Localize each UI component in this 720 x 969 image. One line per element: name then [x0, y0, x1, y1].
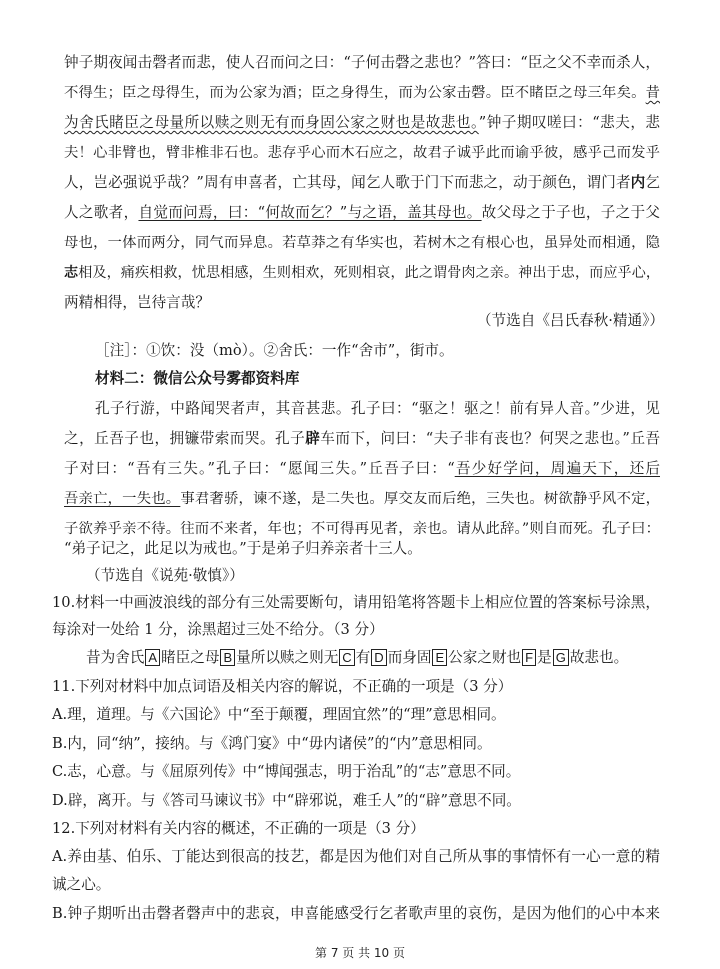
text: 钟子期夜闻击磬者而悲，使人召而问之曰：“子何击磬之悲也？”答曰：“臣之父不幸而杀人， — [64, 54, 660, 71]
text: 10.材料一中画波浪线的部分有三处需要断句，请用铅笔将答题卡上相应位置的答案标号涂黑， — [52, 594, 660, 611]
mat2-line-1 — [95, 399, 660, 419]
mat1-line-5 — [64, 173, 660, 193]
mat1-line-2 — [64, 83, 660, 103]
text: 夫！心非臂也，臂非椎非石也。悲存乎心而木石应之，故君子诚乎此而谕乎彼，感乎己而发乎 — [64, 145, 660, 161]
q10-stem-2 — [52, 620, 648, 640]
page-footer: 第 7 页 共 10 页 — [315, 946, 405, 960]
underlined-text: 吾亲亡，一失也。 — [64, 491, 181, 507]
q11-option-c — [52, 762, 648, 782]
wavy-underlined-text: 昔 — [645, 85, 660, 101]
text: 相及，痛疾相救，忧思相感，生则相欢，死则相哀，此之谓骨肉之亲。神出于忠，而应乎心， — [78, 265, 661, 281]
q11-option-d — [52, 791, 648, 811]
text: （节选自《吕氏春秋·精通》） — [476, 312, 664, 329]
text: 11.下列对材料中加点词语及相关内容的解说，不正确的一项是（3 分） — [52, 678, 513, 695]
mat1-source — [64, 311, 664, 331]
q11-stem — [52, 677, 648, 697]
break-option-a[interactable]: A — [145, 649, 160, 666]
mat2-line-3 — [64, 459, 660, 479]
text: A.养由基、伯乐、丁能达到很高的技艺，都是因为他们对自己所从事的事情怀有一心一意的精 — [52, 848, 660, 865]
text: 故悲也。 — [569, 649, 629, 666]
mat1-line-6 — [64, 203, 660, 223]
mat1-line-8 — [64, 263, 660, 283]
text: 人，岂必强说乎哉？”周有申喜者，亡其母，闻乞人歌于门下而悲之，动于颜色，谓门者 — [64, 174, 631, 191]
emphasized-word: 志 — [64, 265, 79, 281]
text: 而身固 — [387, 649, 432, 666]
mat1-line-7 — [64, 233, 660, 253]
text: 母也，一体而两分，同气而异息。若草莽之有华实也，若树木之有根心也，虽异处而相通，隐 — [64, 235, 660, 251]
q12-option-a-line-1 — [52, 847, 660, 867]
break-option-b[interactable]: B — [220, 649, 235, 666]
text: ［注］：①饮：没（mò）。②舍氏：一作“舍市”，街市。 — [95, 342, 454, 359]
text: 睹臣之母 — [161, 649, 220, 666]
mat2-source — [86, 566, 682, 586]
emphasized-word: 辟 — [305, 430, 321, 447]
text: D.辟，离开。与《答司马谏议书》中“辟邪说，难壬人”的“辟”意思不同。 — [52, 792, 521, 809]
mat2-line-5 — [64, 519, 660, 539]
text: 材料二：微信公众号雾都资料库 — [95, 370, 300, 387]
mat1-line-1 — [64, 53, 660, 73]
text: 有 — [355, 649, 371, 666]
underlined-text: 吾少好学问，周遍天下，还后 — [454, 460, 660, 477]
mat1-line-3 — [64, 113, 660, 133]
text: 之，丘吾子也，拥镰带索而哭。孔子 — [64, 430, 306, 447]
text: B.钟子期听出击磬者磬声中的悲哀，申喜能感受行乞者歌声里的哀伤，是因为他们的心中本来 — [52, 905, 660, 922]
text: 故父母之于子也，子之于父 — [481, 204, 660, 221]
break-option-c[interactable]: C — [339, 649, 354, 666]
break-option-e[interactable]: E — [432, 649, 447, 666]
underlined-text: 自觉而问焉，曰：“何故而乞？”与之语，盖其母也。 — [138, 204, 482, 221]
text: 车而下，问曰：“夫子非有丧也？何哭之悲也。”丘吾 — [320, 430, 660, 447]
text: 量所以赎之则无 — [236, 649, 339, 666]
text: 子欲养乎亲不待。往而不来者，年也；不可得再见者，亲也。请从此辞。”则自而死。孔子曰： — [64, 521, 660, 537]
text: A.理，道理。与《六国论》中“至于颠覆，理固宜然”的“理”意思相同。 — [52, 706, 506, 723]
q12-stem — [52, 819, 648, 839]
break-option-g[interactable]: G — [553, 649, 569, 666]
break-option-f[interactable]: F — [522, 649, 536, 666]
text: 公家之财也 — [448, 649, 522, 666]
text: 是 — [537, 649, 552, 666]
q10-stem-1 — [52, 593, 660, 613]
text: B.内，同“纳”，接纳。与《鸿门宴》中“毋内诸侯”的“内”意思相同。 — [52, 735, 492, 752]
q11-option-a — [52, 705, 648, 725]
text: 两精相得，岂待言哉？ — [64, 294, 210, 311]
q10-sentence — [86, 648, 660, 668]
mat1-note — [95, 341, 691, 361]
text: 诚之心。 — [52, 876, 111, 893]
q12-option-b-line-1 — [52, 904, 660, 924]
text: （节选自《说苑·敬慎》） — [86, 567, 244, 584]
mat2-heading — [95, 369, 691, 389]
break-option-d[interactable]: D — [371, 649, 386, 666]
text: 每涂对一处给 1 分，涂黑超过三处不给分。（3 分） — [52, 621, 384, 638]
mat1-line-9 — [64, 293, 660, 313]
text: 孔子行游，中路闻哭者声，其音甚悲。孔子曰：“驱之！驱之！前有异人音。”少进，见 — [95, 400, 660, 417]
mat2-line-2 — [64, 429, 660, 449]
wavy-underlined-text: 为舍氏睹臣之母量所以赎之则无有而身固公家之财也是故悲也。 — [64, 114, 479, 131]
q12-option-a-line-2 — [52, 875, 648, 895]
text: 人之歌者， — [64, 204, 139, 221]
mat2-line-4 — [64, 489, 660, 509]
emphasized-word: 内 — [630, 174, 646, 191]
text: 事君奢骄，谏不遂，是二失也。厚交友而后绝，三失也。树欲静乎风不定， — [180, 491, 661, 507]
text: 子对曰：“吾有三失。”孔子曰：“愿闻三失。”丘吾子曰：“ — [64, 460, 455, 477]
mat1-line-4 — [64, 143, 660, 163]
q11-option-b — [52, 734, 648, 754]
text: 不得生；臣之母得生，而为公家为酒；臣之身得生，而为公家击磬。臣不睹臣之母三年矣。 — [64, 85, 646, 101]
mat2-line-6 — [64, 539, 660, 559]
text: C.志，心意。与《屈原列传》中“博闻强志，明于治乱”的“志”意思不同。 — [52, 763, 521, 780]
text: 乞 — [645, 174, 660, 191]
text: 12.下列对材料有关内容的概述，不正确的一项是（3 分） — [52, 820, 425, 837]
text: 昔为舍氏 — [86, 649, 145, 666]
text: ”钟子期叹嗟曰：“悲夫，悲 — [478, 114, 660, 131]
text: “弟子记之，此足以为戒也。”于是弟子归养亲者十三人。 — [64, 540, 422, 557]
